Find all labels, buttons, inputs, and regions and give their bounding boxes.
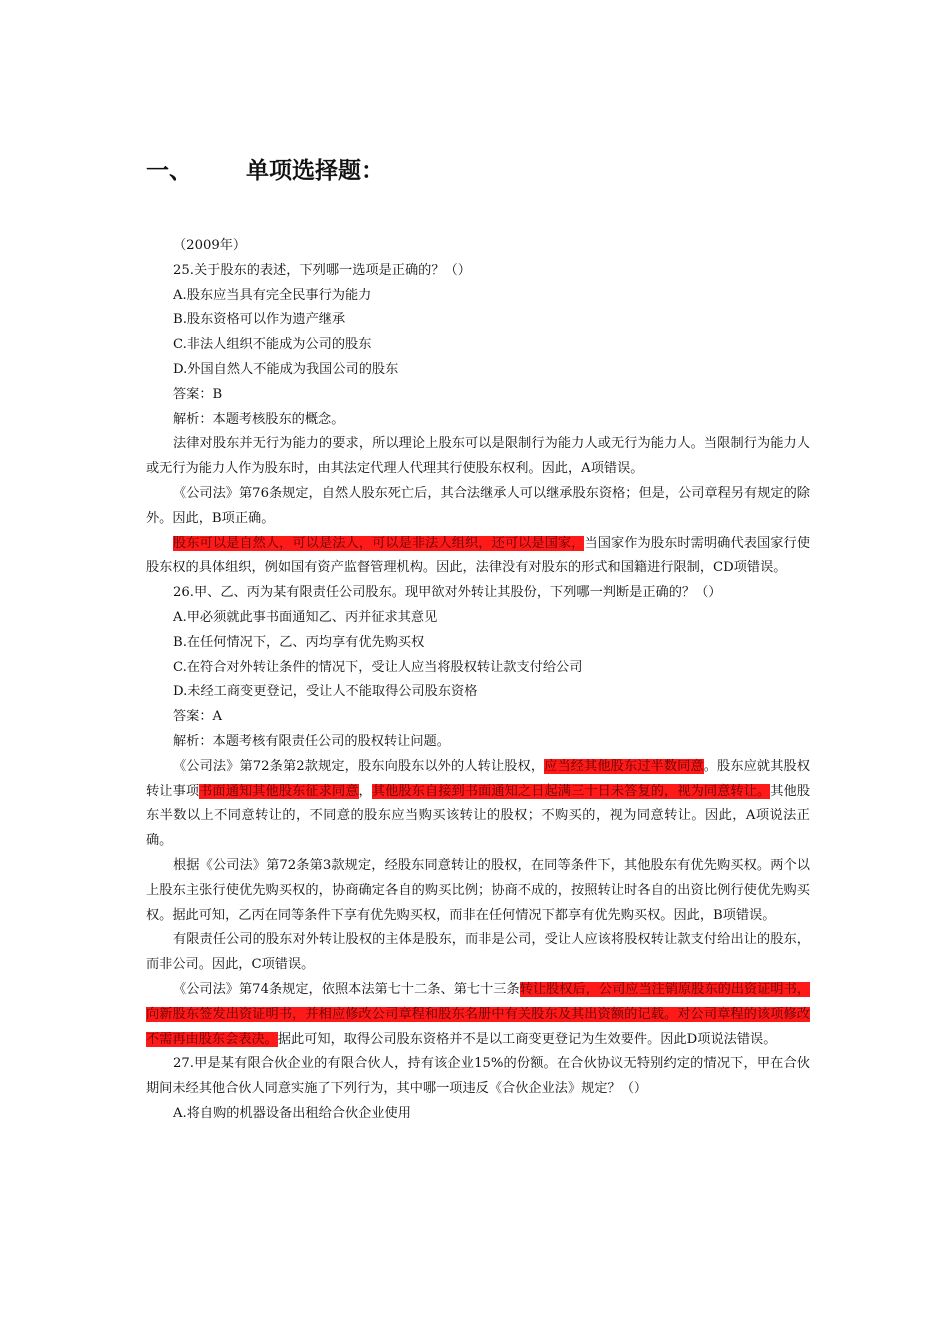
highlight-text: 其他股东自接到书面通知之日起满三十日未答复的，视为同意转让。 (371, 783, 771, 799)
section-number: 一、 (146, 158, 192, 184)
document-body (146, 234, 810, 1127)
paragraph-text: 《公司法》第72条第2款规定，股东向股东以外的人转让股权， (173, 758, 545, 774)
paragraph-25-1: 法律对股东并无行为能力的要求，所以理论上股东可以是限制行为能力人或无行为能力人。当限制行为能力人或无行为能力人作为股东时，由其法定代理人代理其行使股东权利。因此，A项错误。 (146, 436, 810, 477)
paragraph-26-3: 有限责任公司的股东对外转让股权的主体是股东，而非是公司，受让人应该将股权转让款支付给出让的股东，而非公司。因此，C项错误。 (146, 932, 810, 973)
answer-25: 答案：B (173, 386, 223, 402)
highlight-text: 书面通知其他股东征求同意 (199, 783, 359, 799)
highlight-text: 转让股权后，公司应当注销原股东的出资证明书，向新股东签发出资证明书，并相应修改公司章程和股东名册中有关股东及其出资额的记载。对公司章程的该项修改不需再由股东会表决。 (146, 981, 811, 1047)
paragraph-text: 当国家作为股东时需明确代表国家行使股东权的具体组织，例如国有资产监督管理机构。因此，法律没有对股东的形式和国籍进行限制，CD项错误。 (146, 535, 811, 576)
option-26-d: D.未经工商变更登记，受让人不能取得公司股东资格 (173, 684, 478, 700)
explanation-25: 解析：本题考核股东的概念。 (173, 411, 345, 427)
highlight-text: 应当经其他股东过半数同意 (544, 758, 704, 774)
highlight-text: 股东可以是自然人，可以是法人，可以是非法人组织，还可以是国家， (173, 535, 585, 551)
option-26-c: C.在符合对外转让条件的情况下，受让人应当将股权转让款支付给公司 (173, 659, 583, 675)
paragraph-text: 。股东应就其股权转让事项 (146, 758, 811, 799)
explanation-26: 解析：本题考核有限责任公司的股权转让问题。 (173, 733, 450, 749)
question-27: 27.甲是某有限合伙企业的有限合伙人，持有该企业15%的份额。在合伙协议无特别约定的情况下，甲在合伙期间未经其他合伙人同意实施了下列行为，其中哪一项违反《合伙企业法》规定？（） (146, 1056, 810, 1097)
paragraph-25-3 (146, 532, 810, 582)
paragraph-text: 《公司法》第74条规定，依照本法第七十二条、第七十三条 (173, 981, 520, 997)
option-26-b: B.在任何情况下，乙、丙均享有优先购买权 (173, 634, 425, 650)
section-heading (146, 156, 546, 186)
year-label: （2009年） (173, 238, 247, 253)
paragraph-26-1 (146, 755, 810, 854)
option-25-d: D.外国自然人不能成为我国公司的股东 (173, 361, 399, 377)
paragraph-26-2: 根据《公司法》第72条第3款规定，经股东同意转让的股权，在同等条件下，其他股东有优先购买权。两个以上股东主张行使优先购买权的，协商确定各自的购买比例；协商不成的，按照转让时各自的出资比例行使优先购买权。据此可知，乙丙在同等条件下享有优先购买权，而非在任何情况下都享有优先购买权。因此，B项错误。 (146, 857, 810, 923)
question-26: 26.甲、乙、丙为某有限责任公司股东。现甲欲对外转让其股份，下列哪一判断是正确的？（） (173, 585, 722, 601)
option-25-c: C.非法人组织不能成为公司的股东 (173, 337, 372, 353)
answer-26: 答案：A (173, 709, 223, 725)
paragraph-26-4 (146, 978, 810, 1052)
paragraph-text: 其他股东半数以上不同意转让的，不同意的股东应当购买该转让的股权；不购买的，视为同意转让。因此，A项说法正确。 (146, 783, 811, 849)
option-25-b: B.股东资格可以作为遗产继承 (173, 312, 346, 328)
option-27-a: A.将自购的机器设备出租给合伙企业使用 (173, 1105, 411, 1121)
paragraph-text: ， (358, 783, 372, 799)
paragraph-25-2: 《公司法》第76条规定，自然人股东死亡后，其合法继承人可以继承股东资格；但是，公司章程另有规定的除外。因此，B项正确。 (146, 485, 810, 526)
option-25-a: A.股东应当具有完全民事行为能力 (173, 287, 372, 303)
paragraph-text: 据此可知，取得公司股东资格并不是以工商变更登记为生效要件。因此D项说法错误。 (277, 1031, 777, 1047)
option-26-a: A.甲必须就此事书面通知乙、丙并征求其意见 (173, 609, 438, 625)
question-25: 25.关于股东的表述，下列哪一选项是正确的？（） (173, 262, 471, 278)
section-title: 单项选择题： (246, 158, 384, 184)
